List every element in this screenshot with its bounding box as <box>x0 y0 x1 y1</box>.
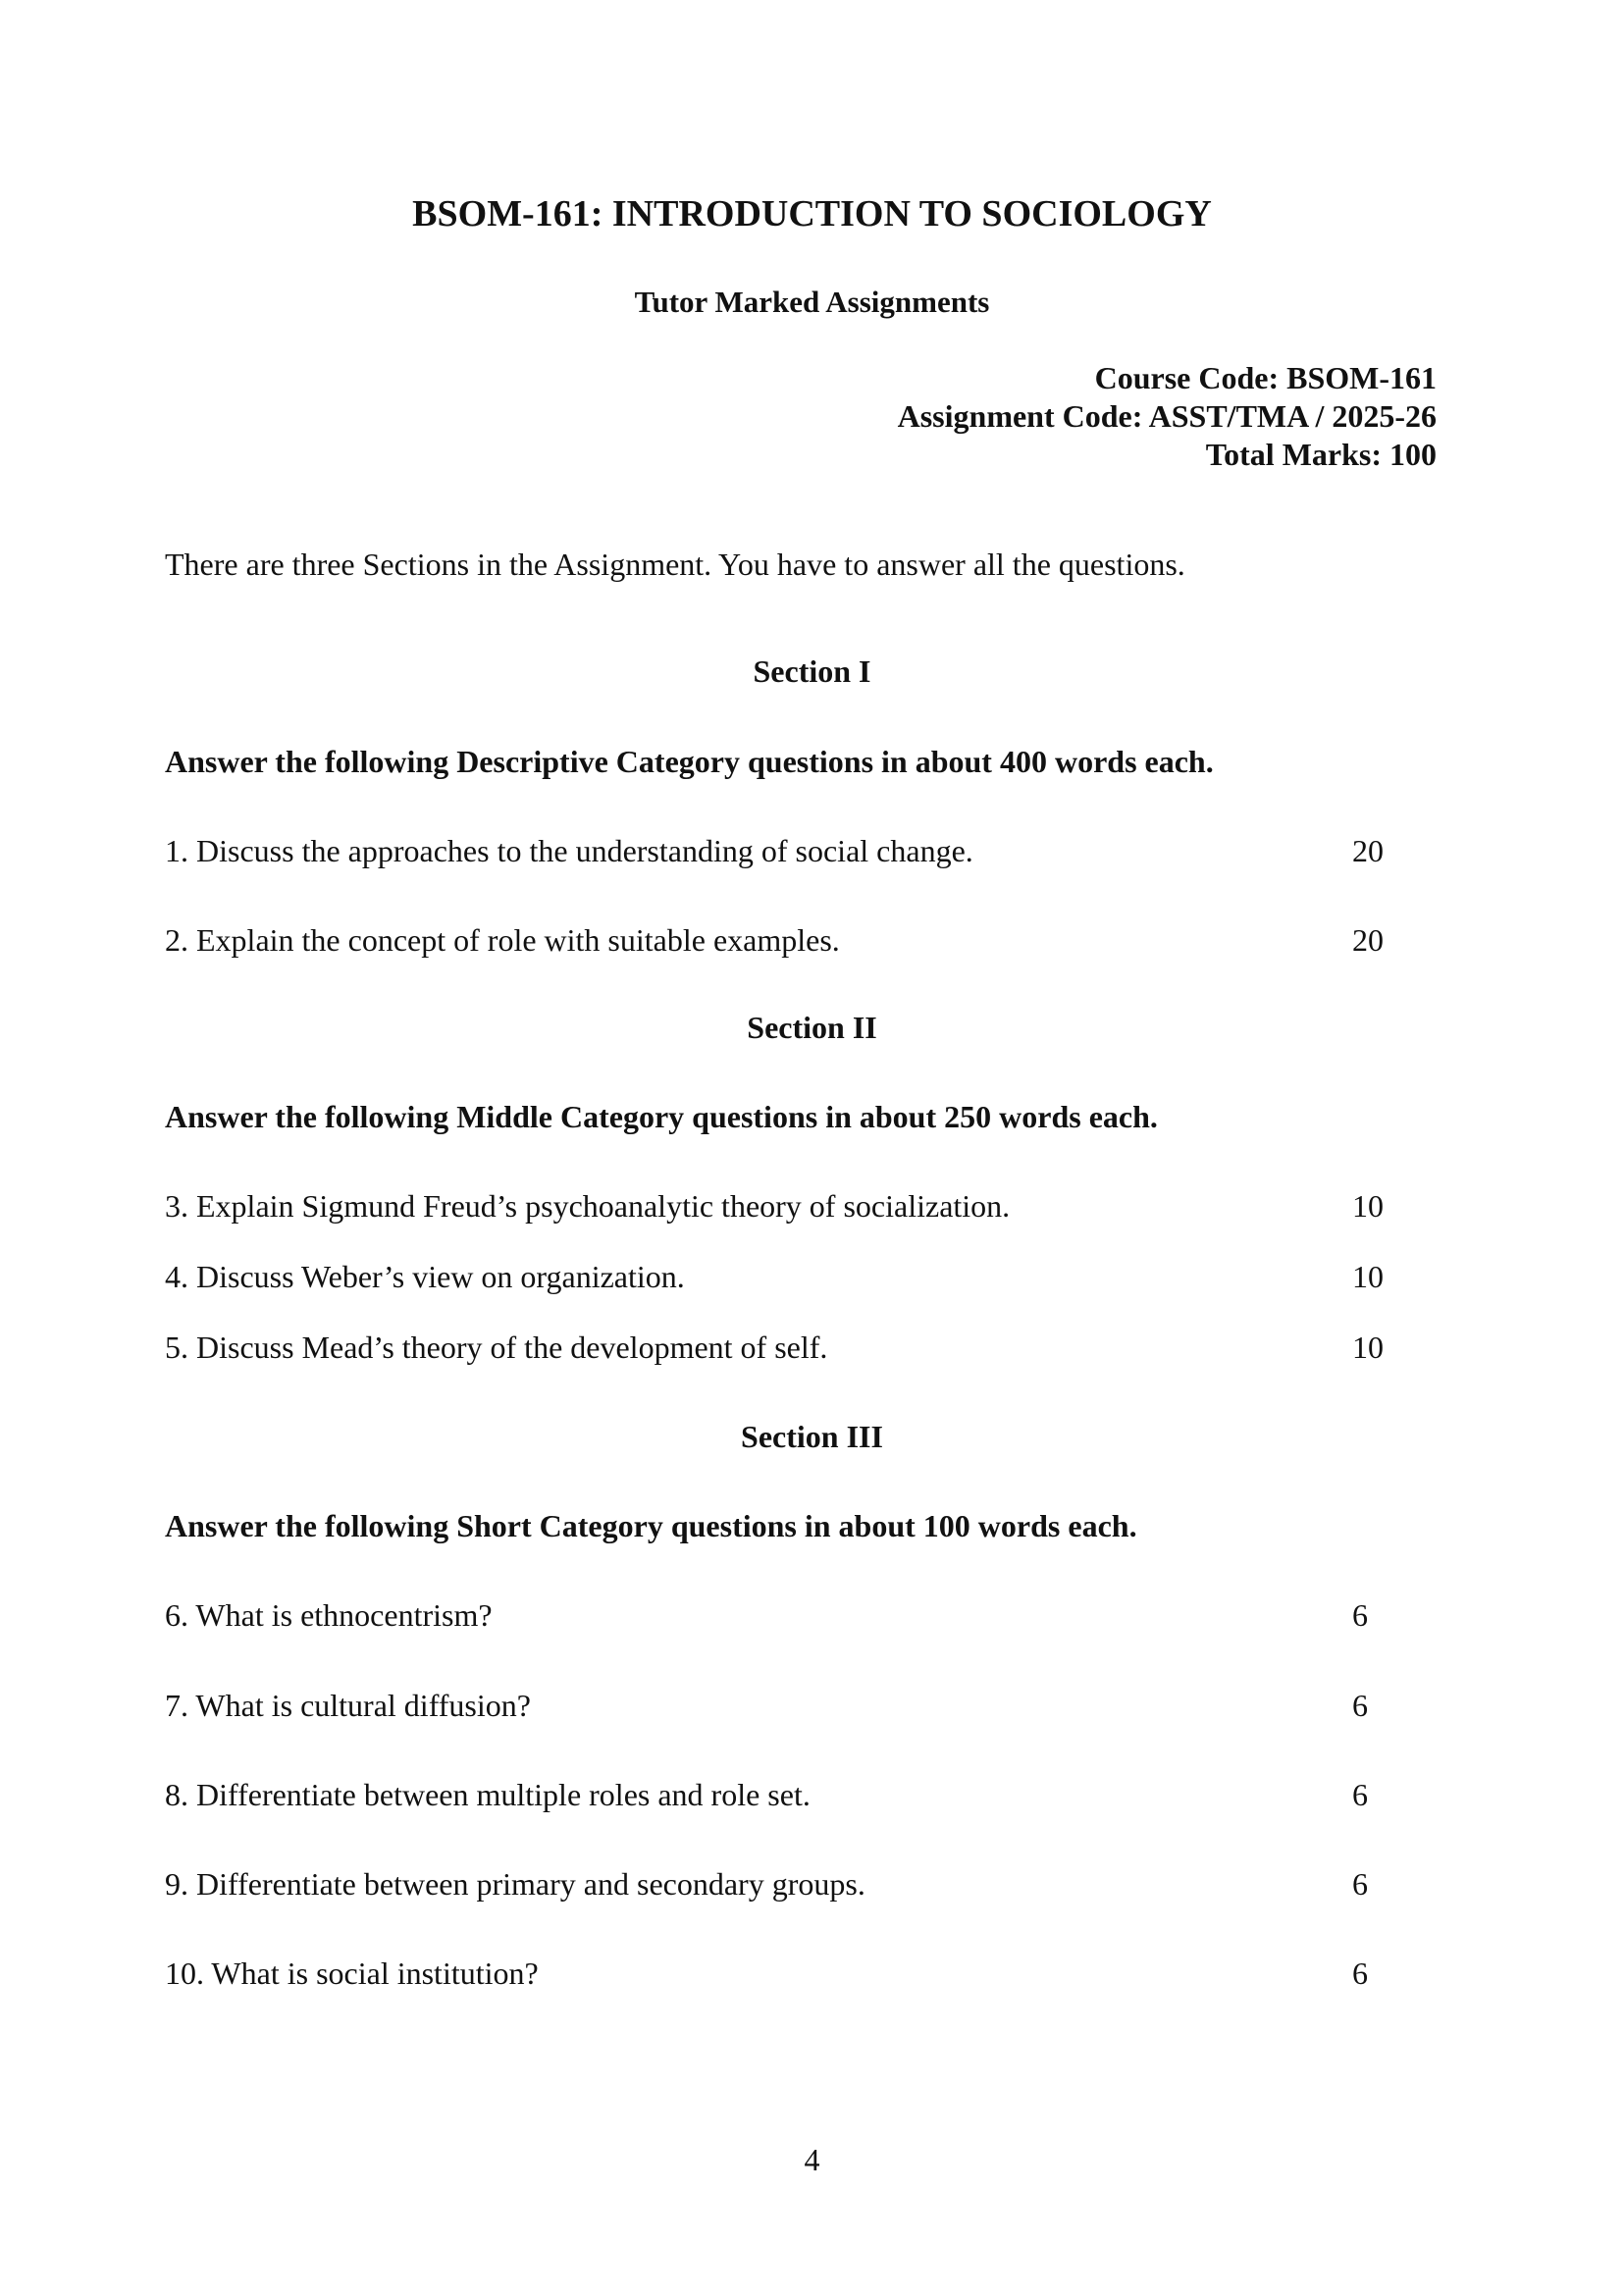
question-text: 8. Differentiate between multiple roles and role set. <box>165 1777 811 1812</box>
question-text: 9. Differentiate between primary and secondary groups. <box>165 1866 865 1902</box>
question-marks: 6 <box>1352 1777 1368 1812</box>
intro-text: There are three Sections in the Assignment. You have to answer all the questions. <box>165 547 1185 582</box>
question-marks: 6 <box>1352 1597 1368 1633</box>
question-marks: 10 <box>1352 1330 1384 1365</box>
question-text: 6. What is ethnocentrism? <box>165 1597 493 1633</box>
question-text: 2. Explain the concept of role with suitable examples. <box>165 922 840 958</box>
question-text: 5. Discuss Mead’s theory of the development of self. <box>165 1330 828 1365</box>
section-instruction: Answer the following Descriptive Category questions in about 400 words each. <box>165 744 1214 779</box>
question-text: 10. What is social institution? <box>165 1956 539 1991</box>
question-marks: 10 <box>1352 1188 1384 1224</box>
section-heading: Section III <box>741 1419 883 1454</box>
question-marks: 10 <box>1352 1259 1384 1294</box>
question-marks: 6 <box>1352 1688 1368 1723</box>
document-title: BSOM-161: INTRODUCTION TO SOCIOLOGY <box>412 193 1212 235</box>
section-heading: Section II <box>747 1010 877 1045</box>
question-text: 4. Discuss Weber’s view on organization. <box>165 1259 685 1294</box>
document-subtitle: Tutor Marked Assignments <box>634 285 990 319</box>
question-marks: 20 <box>1352 922 1384 958</box>
assignment-code: Assignment Code: ASST/TMA / 2025-26 <box>897 398 1437 434</box>
section-instruction: Answer the following Middle Category questions in about 250 words each. <box>165 1099 1158 1134</box>
question-marks: 6 <box>1352 1956 1368 1991</box>
question-marks: 6 <box>1352 1866 1368 1902</box>
total-marks: Total Marks: 100 <box>1205 437 1437 472</box>
page-number: 4 <box>804 2142 820 2177</box>
section-heading: Section I <box>753 653 871 689</box>
question-marks: 20 <box>1352 833 1384 868</box>
question-text: 1. Discuss the approaches to the understanding of social change. <box>165 833 973 868</box>
question-text: 3. Explain Sigmund Freud’s psychoanalytic theory of socialization. <box>165 1188 1011 1224</box>
question-text: 7. What is cultural diffusion? <box>165 1688 531 1723</box>
section-instruction: Answer the following Short Category questions in about 100 words each. <box>165 1508 1137 1543</box>
course-code: Course Code: BSOM-161 <box>1094 360 1437 395</box>
